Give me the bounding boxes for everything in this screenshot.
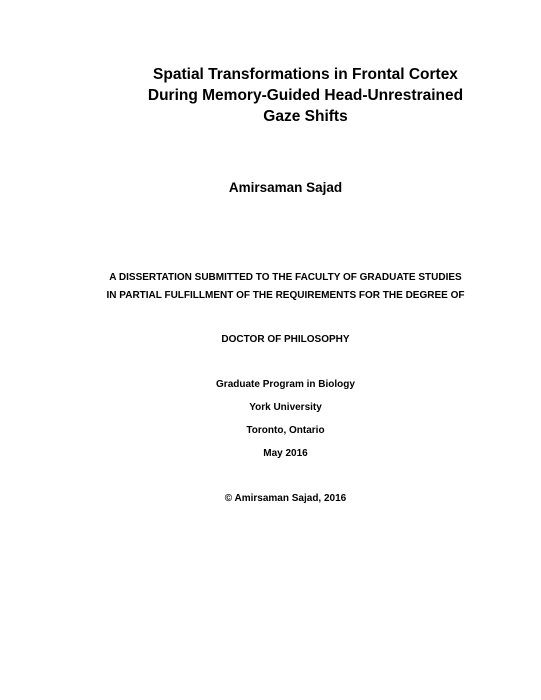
title-line-3: Gaze Shifts [263, 108, 348, 125]
author-name: Amirsaman Sajad [228, 180, 343, 195]
location: Toronto, Ontario [246, 425, 325, 436]
degree-name: DOCTOR OF PHILOSOPHY [221, 334, 350, 345]
submission-line-1: A DISSERTATION SUBMITTED TO THE FACULTY OF GRADUATE STUDIES [109, 272, 462, 283]
university-name: York University [249, 402, 322, 413]
submission-line-2: IN PARTIAL FULFILLMENT OF THE REQUIREMENTS FOR THE DEGREE OF [106, 290, 465, 301]
date: May 2016 [263, 448, 308, 459]
copyright-notice: © Amirsaman Sajad, 2016 [224, 493, 347, 504]
title-line-1: Spatial Transformations in Frontal Cortex [153, 66, 458, 83]
program-name: Graduate Program in Biology [216, 379, 355, 390]
title-line-2: During Memory-Guided Head-Unrestrained [147, 87, 464, 104]
